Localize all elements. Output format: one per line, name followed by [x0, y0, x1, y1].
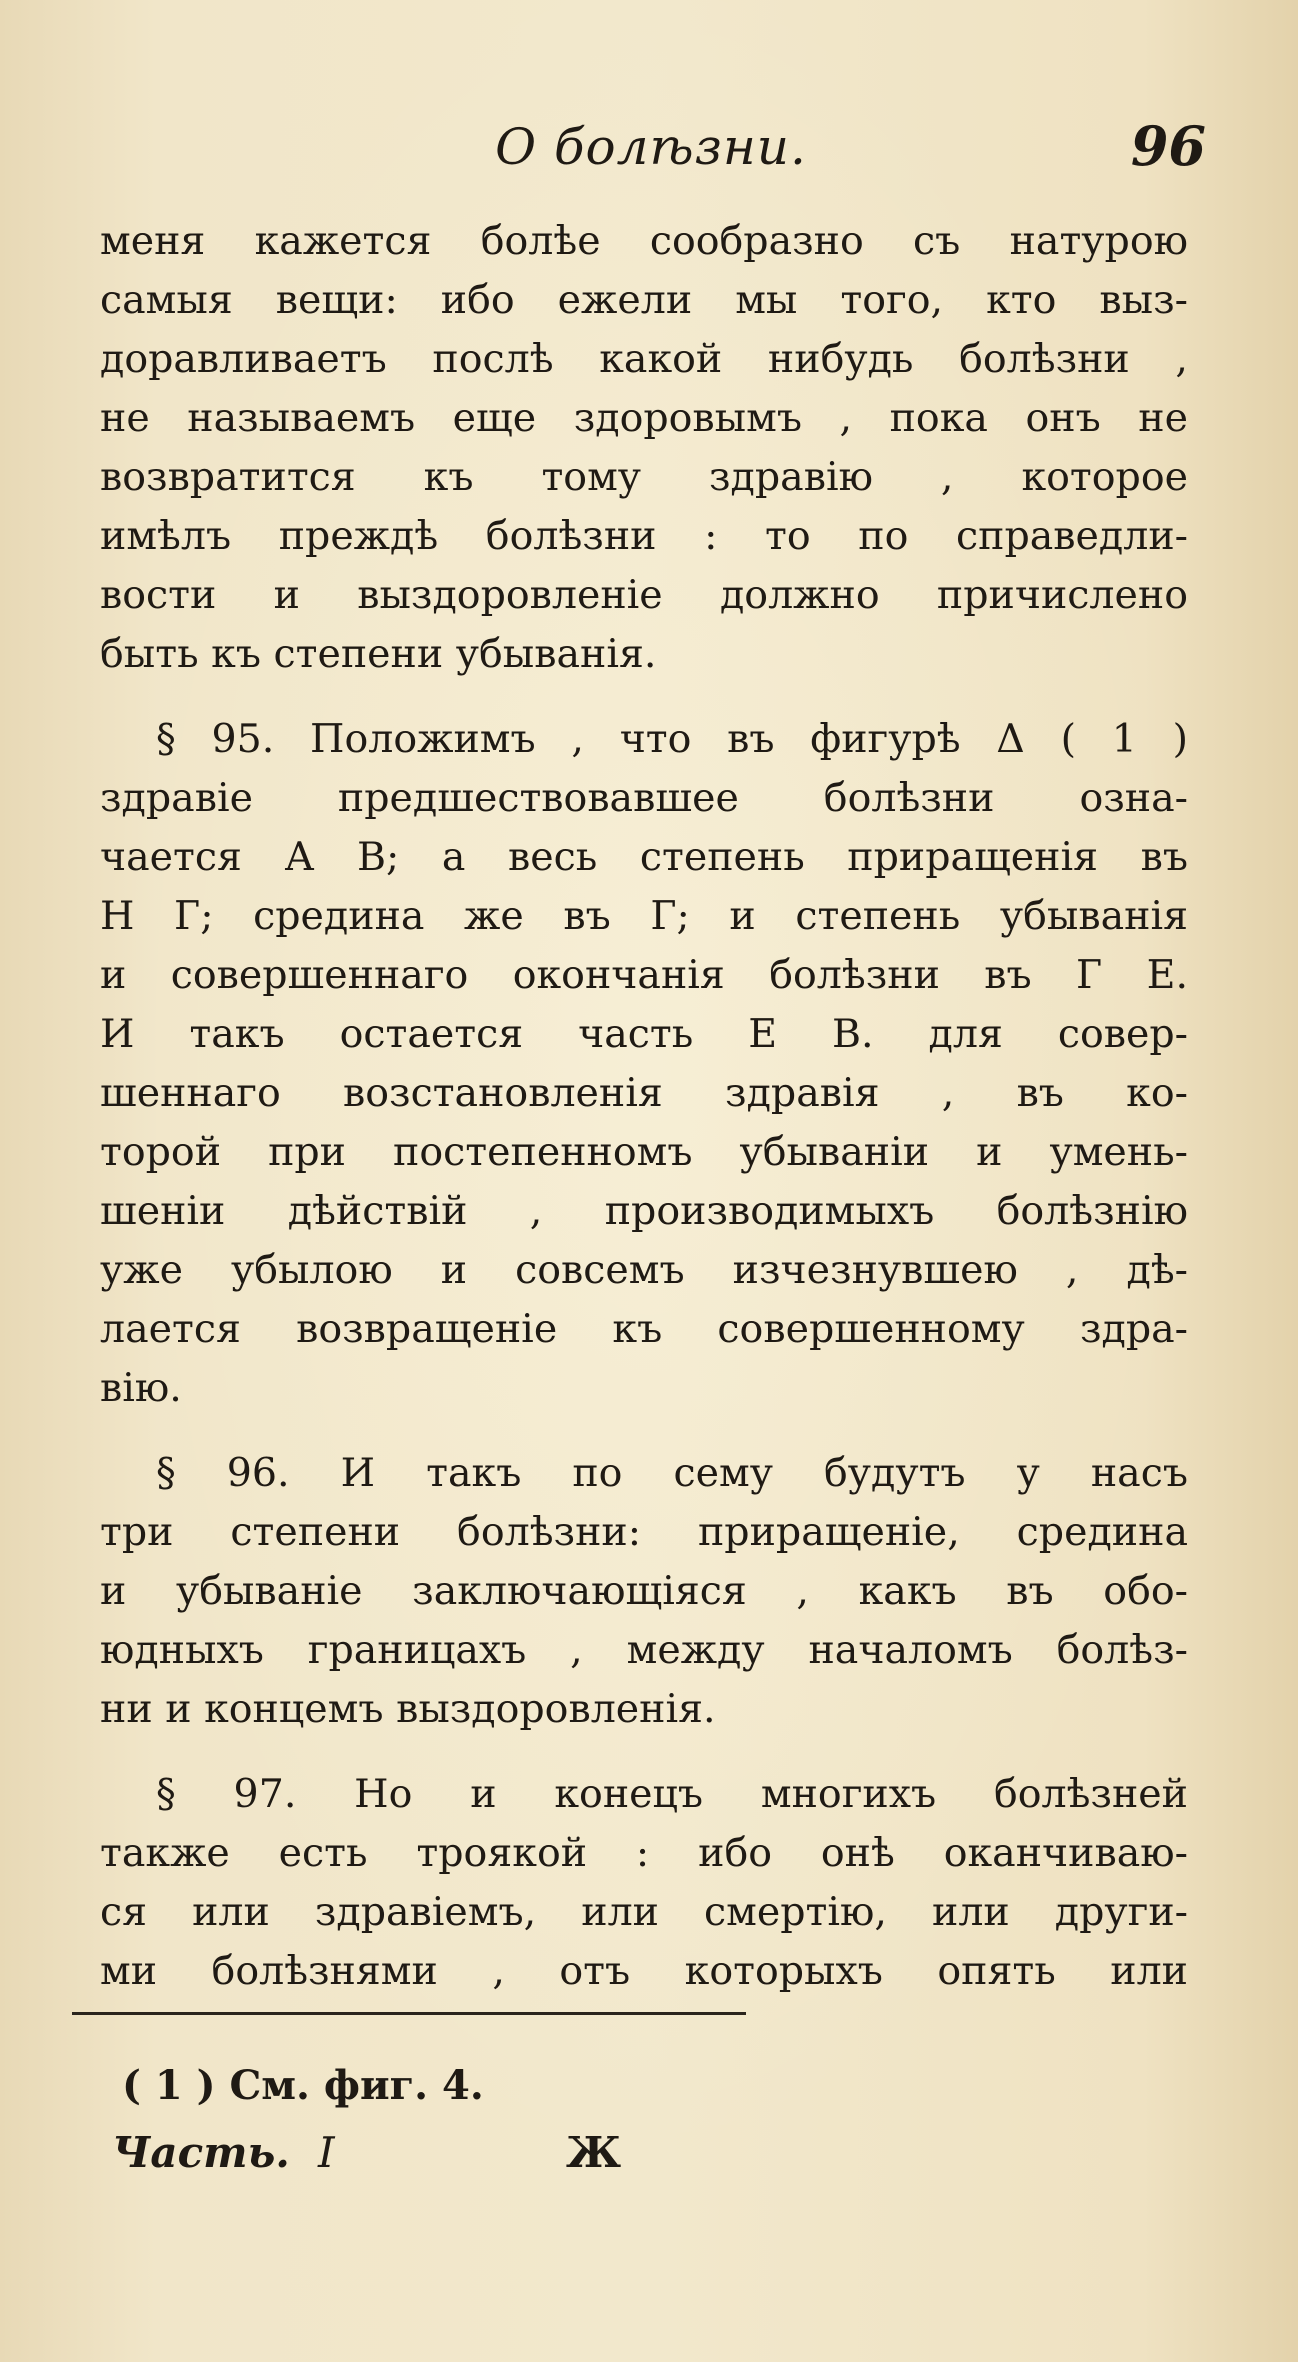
footnote: ( 1 ) См. фиг. 4. [122, 2062, 484, 2109]
text-line: юдныхъ границахъ , между началомъ болѣз- [100, 1627, 1188, 1673]
text-line: ми болѣзнями , отъ которыхъ опять или [100, 1948, 1188, 1994]
text-line: уже убылою и совсемъ изчезнувшею , дѣ- [100, 1247, 1188, 1293]
text-line: также есть троякой : ибо онѣ оканчиваю- [100, 1830, 1188, 1876]
page-header [96, 114, 1206, 198]
text-line: не называемъ еще здоровымъ , пока онъ не [100, 395, 1188, 441]
text-line: шеніи дѣйствій , производимыхъ болѣзнію [100, 1188, 1188, 1234]
text-line: Н Г; средина же въ Г; и степень убыванія [100, 893, 1188, 939]
paragraph-97 [100, 1765, 1188, 2001]
text-line: лается возвращеніе къ совершенному здра- [100, 1306, 1188, 1352]
text-line: § 96. И такъ по сему будутъ у насъ [156, 1450, 1188, 1496]
body-text [100, 212, 1188, 2001]
text-line: вости и выздоровленіе должно причислено [100, 572, 1188, 618]
text-line: И такъ остается часть Е В. для совер- [100, 1011, 1188, 1057]
text-line: меня кажется болѣе сообразно съ натурою [100, 218, 1188, 264]
paragraph-continuation [100, 212, 1188, 684]
text-line: § 97. Но и конецъ многихъ болѣзней [156, 1771, 1188, 1817]
text-line: шеннаго возстановленія здравія , въ ко- [100, 1070, 1188, 1116]
part-label: Часть. [112, 2128, 290, 2177]
text-line: три степени болѣзни: приращеніе, средина [100, 1509, 1188, 1555]
text-line: здравіе предшествовавшее болѣзни озна- [100, 775, 1188, 821]
text-line: чается А В; а весь степень приращенія въ [100, 834, 1188, 880]
running-title: О болѣзни. [495, 118, 807, 176]
part-number: I [318, 2128, 335, 2177]
text-line: имѣлъ преждѣ болѣзни : то по справедли- [100, 513, 1188, 559]
paragraph-95 [100, 710, 1188, 1418]
text-line: и убываніе заключающіяся , какъ въ обо- [100, 1568, 1188, 1614]
paragraph-96 [100, 1444, 1188, 1739]
text-line: вію. [100, 1365, 182, 1411]
text-line: ни и концемъ выздоровленія. [100, 1686, 716, 1732]
signature-mark: Ж [566, 2128, 622, 2177]
text-line: § 95. Положимъ , что въ фигурѣ Δ ( 1 ) [156, 716, 1188, 762]
text-line: ся или здравіемъ, или смертію, или други- [100, 1889, 1188, 1935]
text-line: торой при постепенномъ убываніи и умень- [100, 1129, 1188, 1175]
signature-row [112, 2128, 712, 2198]
text-line: быть къ степени убыванія. [100, 631, 657, 677]
page-number: 96 [1130, 114, 1206, 178]
text-line: и совершеннаго окончанія болѣзни въ Г Е. [100, 952, 1188, 998]
text-line: возвратится къ тому здравію , которое [100, 454, 1188, 500]
footnote-rule [72, 2012, 746, 2015]
text-line: доравливаетъ послѣ какой нибудь болѣзни , [100, 336, 1188, 382]
text-line: самыя вещи: ибо ежели мы того, кто выз- [100, 277, 1188, 323]
